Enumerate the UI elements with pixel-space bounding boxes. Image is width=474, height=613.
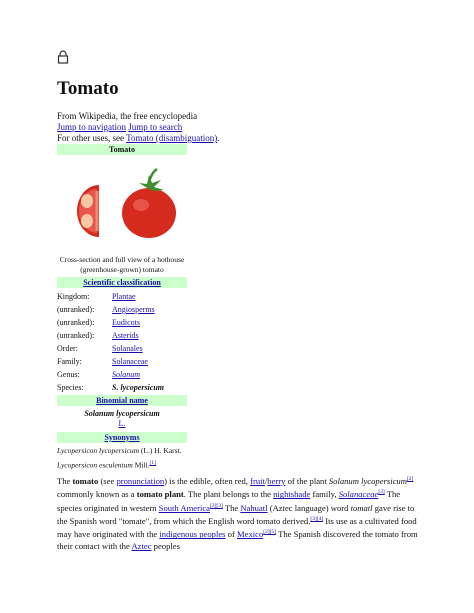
jump-to-navigation-link[interactable]: Jump to navigation: [57, 122, 126, 132]
taxon-row: [57, 368, 187, 381]
scientific-classification-link[interactable]: Scientific classification: [83, 278, 161, 287]
jump-links: [57, 122, 182, 133]
intro-paragraph: The tomato (see pronunciation) is the edible, often red, fruit/berry of the plant Solanum lycopersicum[2] commonly known as a tomato plant. The plant belongs to the nightshade family, Solanaceae[3] The species originated in western South America[2][3] The Nahuatl (Aztec language) word tomatl gave rise to the Spanish word "tomate", from which the English word tomato derived.[3][4] Its use as a cultivated food may have originated with the indigenous peoples of Mexico[2][5] The Spanish discovered the tomato from their contact with the Aztec peoples: [57, 475, 418, 551]
reference-link[interactable]: [2]: [406, 476, 414, 482]
taxon-rank: Order:: [57, 344, 78, 353]
taxon-rank: Family:: [57, 357, 82, 366]
tomato-cross-section: [77, 185, 99, 237]
taxon-row: [57, 381, 187, 394]
nightshade-link[interactable]: nightshade: [273, 489, 311, 500]
binomial-name-link[interactable]: Binomial name: [96, 396, 148, 405]
taxon-link[interactable]: Solanales: [112, 344, 143, 353]
reference-link[interactable]: [3]: [378, 489, 385, 496]
lock-icon: [57, 50, 69, 64]
binomial-header: [57, 395, 187, 406]
taxon-link[interactable]: Solanum: [112, 370, 140, 379]
jump-to-search-link[interactable]: Jump to search: [128, 122, 183, 132]
taxon-rank: Genus:: [57, 370, 80, 379]
taxon-link[interactable]: Asterids: [112, 331, 139, 340]
image-caption: Cross-section and full view of a hothouse (greenhouse-grown) tomato: [59, 255, 185, 274]
binomial-name: Solanum lycopersicum: [84, 409, 160, 418]
mexico-link[interactable]: Mexico: [236, 529, 264, 540]
taxon-row: [57, 290, 187, 303]
taxon-rank: (unranked):: [57, 331, 95, 340]
synonym-item: Lycopersicon lycopersicum (L.) H. Karst.: [57, 446, 182, 455]
taxon-link[interactable]: Angiosperms: [112, 305, 155, 314]
reference-link[interactable]: [2][5]: [263, 529, 277, 536]
south-america-link[interactable]: South America: [158, 502, 210, 513]
species-name: S. lycopersicum: [112, 383, 164, 392]
taxon-rank: Kingdom:: [57, 292, 90, 301]
taxon-row: [57, 355, 187, 368]
indigenous-peoples-link[interactable]: indigenous peoples: [159, 529, 226, 540]
disambiguation-link[interactable]: Tomato (disambiguation): [126, 133, 218, 143]
tomato-image-drawing: [57, 155, 187, 253]
synonyms-link[interactable]: Synonyms: [104, 433, 140, 442]
reference-link[interactable]: [3][4]: [310, 516, 324, 523]
taxon-row: [57, 316, 187, 329]
infobox-header: Tomato: [57, 144, 187, 155]
taxon-row: [57, 329, 187, 342]
taxon-link[interactable]: Solanaceae: [112, 357, 148, 366]
page-title: Tomato: [57, 78, 119, 99]
aztec-link[interactable]: Aztec: [131, 540, 152, 551]
synonyms-header: [57, 432, 187, 443]
infobox: [57, 144, 187, 471]
solanaceae-link[interactable]: Solanaceae: [338, 489, 379, 500]
pronunciation-link[interactable]: pronunciation: [116, 475, 165, 486]
fruit-link[interactable]: fruit: [250, 475, 265, 486]
classification-header: [57, 277, 187, 288]
taxon-rank: (unranked):: [57, 305, 95, 314]
reference-link[interactable]: [1]: [149, 460, 156, 466]
taxon-rank: Species:: [57, 383, 84, 392]
synonym-item: Lycopersicon esculentum Mill.[1]: [57, 460, 156, 470]
taxon-link[interactable]: Plantae: [112, 292, 136, 301]
linnaeus-link[interactable]: L.: [118, 419, 126, 428]
tagline: From Wikipedia, the free encyclopedia: [57, 111, 198, 121]
taxon-rank: (unranked):: [57, 318, 95, 327]
tomato-image: [57, 155, 187, 253]
berry-link[interactable]: berry: [267, 475, 286, 486]
taxon-row: [57, 342, 187, 355]
classification-table: [57, 290, 187, 394]
taxon-row: [57, 303, 187, 316]
taxon-link[interactable]: Eudicots: [112, 318, 140, 327]
hatnote: For other uses, see Tomato (disambiguation).: [57, 133, 220, 143]
tomato-whole: [122, 169, 176, 238]
binomial-author: [57, 419, 187, 429]
nahuatl-link[interactable]: Nahuatl: [240, 502, 268, 513]
reference-link[interactable]: [2][3]: [210, 502, 223, 509]
